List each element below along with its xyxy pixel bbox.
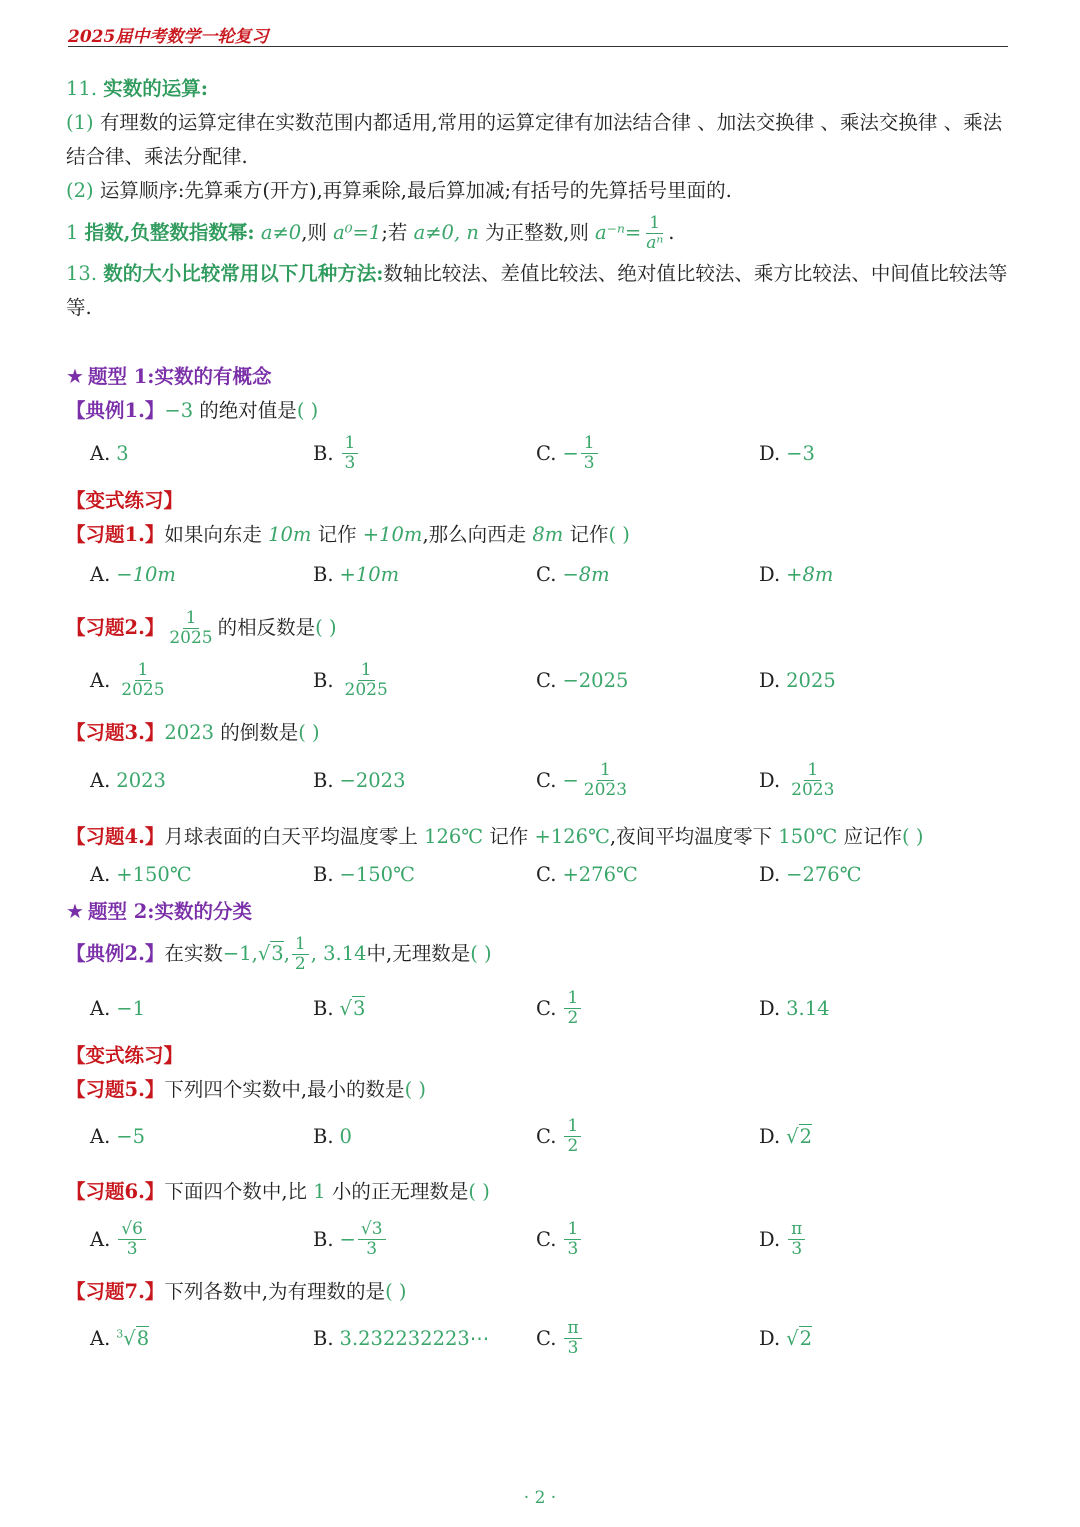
option-c[interactable]: C. $\frac{1}{2}$ [536, 1117, 759, 1156]
star-icon: ★ [66, 364, 84, 388]
star-icon: ★ [66, 899, 84, 923]
question-6: 【习题6.】下面四个数中,比 1 小的正无理数是( ) [66, 1180, 490, 1203]
section-11-p1: (1) 有理数的运算定律在实数范围内都适用,常用的运算定律有加法结合律 、加法交换律 、乘法交换律 、乘法结合律、乘法分配律. [66, 111, 1003, 168]
question-5-options [90, 1107, 1021, 1165]
question-6-options [90, 1209, 1021, 1269]
option-b[interactable]: B. 0 [313, 1124, 352, 1148]
type-2-heading: ★ 题型 2:实数的分类 [66, 899, 252, 923]
option-a[interactable]: A. −1 [90, 996, 146, 1020]
option-d[interactable]: D. −276℃ [759, 862, 862, 886]
header-title: 2025届中考数学一轮复习 [68, 27, 269, 47]
option-b[interactable]: B. √3 [313, 996, 366, 1020]
option-a[interactable]: A. −10m [90, 562, 176, 586]
question-2: 【习题2.】 $\frac{1}{2025}$ 的相反数是 ( ) [66, 607, 337, 648]
option-c[interactable]: C. −8m [536, 562, 610, 586]
page-header [68, 22, 1008, 47]
question-4-options [90, 854, 1021, 894]
option-b[interactable]: B. − $\frac{√3}{3}$ [313, 1220, 536, 1259]
option-a[interactable]: A. −5 [90, 1124, 146, 1148]
option-d[interactable]: D. $\frac{1}{2023}$ [759, 759, 835, 800]
question-7: 【习题7.】下列各数中,为有理数的是( ) [66, 1280, 407, 1303]
option-d[interactable]: D. 2025 [759, 668, 836, 692]
option-c[interactable]: C. $\frac{1}{2}$ [536, 989, 759, 1028]
section-11-p2: (2) 运算顺序:先算乘方(开方),再算乘除,最后算加减;有括号的先算括号里面的. [66, 179, 732, 202]
option-b[interactable]: B. $\frac{1}{2025}$ [313, 659, 388, 700]
question-2-options [90, 650, 1021, 710]
question-5: 【习题5.】下列四个实数中,最小的数是( ) [66, 1078, 426, 1101]
page-number: · 2 · [523, 1488, 557, 1508]
practice-heading-1: 【变式练习】 [66, 489, 184, 512]
option-b[interactable]: B. −2023 [313, 768, 406, 792]
option-a[interactable]: A. 2023 [90, 768, 166, 792]
question-1: 【习题1.】如果向东走 10m 记作 +10m,那么向西走 8m 记作( ) [66, 523, 630, 546]
option-d[interactable]: D. √2 [759, 1326, 812, 1350]
example-2: 【典例2.】 在实数 −1 , √3 , $\frac{1}{2}$ , 3.14 中,无理数是 ( ) [66, 933, 492, 974]
question-3: 【习题3.】2023 的倒数是( ) [66, 721, 320, 744]
option-b[interactable]: B. 3.232232223⋯ [313, 1326, 490, 1350]
option-d[interactable]: D. $\frac{\pi}{3}$ [759, 1220, 982, 1259]
option-a[interactable]: A. +150℃ [90, 862, 192, 886]
option-d[interactable]: D. +8m [759, 562, 834, 586]
option-d[interactable]: D. 3.14 [759, 996, 830, 1020]
option-b[interactable]: B. −150℃ [313, 862, 415, 886]
option-d[interactable]: D. √2 [759, 1124, 812, 1148]
type-1-heading: ★ 题型 1:实数的有概念 [66, 364, 272, 388]
option-b[interactable]: B. $\frac{1}{3}$ [313, 434, 536, 473]
option-a[interactable]: A. $\frac{√6}{3}$ [90, 1220, 313, 1259]
fraction: $\frac{1}{\text{aⁿ}}$ [646, 213, 664, 253]
section-12: 1 指数,负整数指数幂: a≠0,则 a⁰=1;若 a≠0, n 为正整数,则 a⁻ⁿ= $\frac{1}{\text{aⁿ}}$ . [66, 213, 675, 253]
section-11-heading: 11. 实数的运算: [66, 77, 208, 100]
question-1-options [90, 552, 1021, 596]
page-content [66, 72, 1021, 1367]
option-c[interactable]: C. − $\frac{1}{3}$ [536, 434, 759, 473]
option-c[interactable]: C. − $\frac{1}{2023}$ [536, 759, 628, 800]
example-1: 【典例1.】−3 的绝对值是( ) [66, 399, 319, 422]
example-2-options [90, 979, 1021, 1037]
question-3-options [90, 750, 1021, 810]
question-7-options [90, 1309, 1021, 1367]
option-a[interactable]: A. $\frac{1}{2025}$ [90, 659, 165, 700]
option-a[interactable]: A. 3 [90, 441, 129, 465]
option-c[interactable]: C. $\frac{\pi}{3}$ [536, 1319, 759, 1358]
option-d[interactable]: D. −3 [759, 441, 815, 465]
option-b[interactable]: B. +10m [313, 562, 400, 586]
option-a[interactable]: A. $^3$√8 [90, 1326, 150, 1350]
option-c[interactable]: C. −2025 [536, 668, 629, 692]
option-c[interactable]: C. +276℃ [536, 862, 638, 886]
section-13: 13. 数的大小比较常用以下几种方法:数轴比较法、差值比较法、绝对值比较法、乘方比较法、中间值比较法等等. [66, 262, 1008, 319]
question-4: 【习题4.】月球表面的白天平均温度零上 126℃ 记作 +126℃,夜间平均温度零下 150℃ 应记作( ) [66, 825, 924, 848]
practice-heading-2: 【变式练习】 [66, 1044, 184, 1067]
example-1-options [90, 428, 1021, 478]
option-c[interactable]: C. $\frac{1}{3}$ [536, 1220, 759, 1259]
